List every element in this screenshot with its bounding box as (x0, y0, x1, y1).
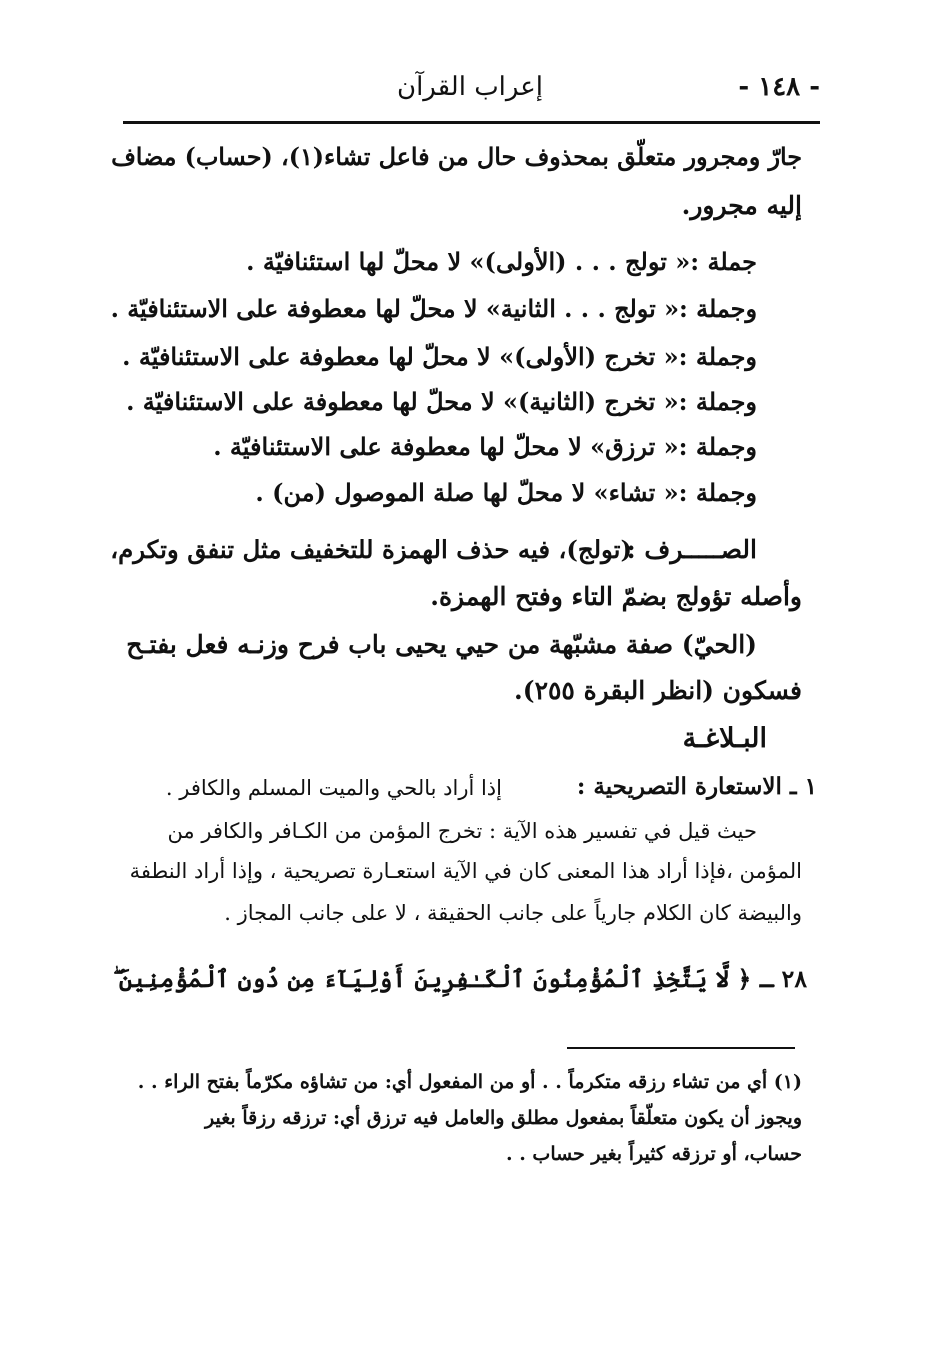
page-header (120, 72, 820, 112)
balagha-title: البـلاغـة (682, 723, 767, 754)
balagha-line-1: حيث قيل في تفسير هذه الآية : تخرج المؤمن من الكـافر والكافر من (167, 819, 757, 843)
running-title: إعراب القرآن (396, 72, 543, 102)
footnote-line-2: ويجوز أن يكون متعلّقاً بمفعول مطلق والعامل فيه ترزق أي: ترزقه رزقاً بغير (205, 1107, 802, 1129)
sentence-line: وجملة :« تولج . . . الثانية» لا محلّ لها معطوفة على الاستئنافيّة . (110, 295, 757, 323)
page-number: - ١٤٨ - (738, 72, 820, 102)
balagha-line-2: المؤمن ،فإذا أراد هذا المعنى كان في الآية استعـارة تصريحية ، وإذا أراد النطفة (129, 859, 802, 883)
sarf-line-4: فسكون (انظر البقرة ٢٥٥). (514, 676, 802, 705)
sarf-line-1: (تولج)، فيه حذف الهمزة للتخفيف مثل تنفق وتكرم، (110, 535, 632, 564)
footnote-line-1: (١) أي من تشاء رزقه متكرماً . . أو من المفعول أي: من تشاؤه مكرّماً بفتح الراء . . (137, 1071, 802, 1093)
footnote-line-3: حساب، أو ترزقه كثيراً بغير حساب . . (505, 1143, 802, 1165)
sarf-line-2: وأصله تؤولج بضمّ التاء وفتح الهمزة. (430, 582, 802, 611)
balagha-item-text: إذا أراد بالحي والميت المسلم والكافر . (165, 776, 502, 800)
balagha-line-3: والبيضة كان الكلام جارياً على جانب الحقيقة ، لا على جانب المجاز . (224, 901, 802, 925)
sentence-line: وجملة :« تخرج (الثانية)» لا محلّ لها معطوفة على الاستئنافيّة . (126, 387, 757, 416)
intro-line-1: جارّ ومجرور متعلّق بمحذوف حال من فاعل تشاء(١)، (حساب) مضاف (111, 143, 802, 171)
sentence-line: جملة :« تولج . . . (الأولى)» لا محلّ لها استئنافيّة . (246, 247, 757, 276)
sentence-line: وجملة :« تخرج (الأولى)» لا محلّ لها معطوفة على الاستئنافيّة . (122, 342, 757, 371)
sentence-line: وجملة :« ترزق» لا محلّ لها معطوفة على الاستئنافيّة . (213, 432, 757, 461)
verse-line: ٢٨ ـ ﴿ لَّا يَتَّخِذِ ٱلْمُؤْمِنُونَ ٱلْكَـٰفِرِينَ أَوْلِيَآءَ مِن دُونِ ٱلْمُؤْمِنِينَ ۖ (112, 965, 807, 993)
header-rule (123, 121, 820, 124)
sarf-label: الصـــــرف : (626, 535, 757, 564)
sentence-line: وجملة :« تشاء» لا محلّ لها صلة الموصول (من) . (255, 478, 757, 507)
footnote-rule (567, 1047, 795, 1049)
intro-line-2: إليه مجرور. (681, 191, 802, 220)
sarf-line-3: (الحيّ) صفة مشبّهة من حيي يحيى باب فرح وزنـه فعل بفتـح (126, 630, 757, 659)
balagha-item-label: ١ ـ الاستعارة التصريحية : (576, 773, 817, 800)
